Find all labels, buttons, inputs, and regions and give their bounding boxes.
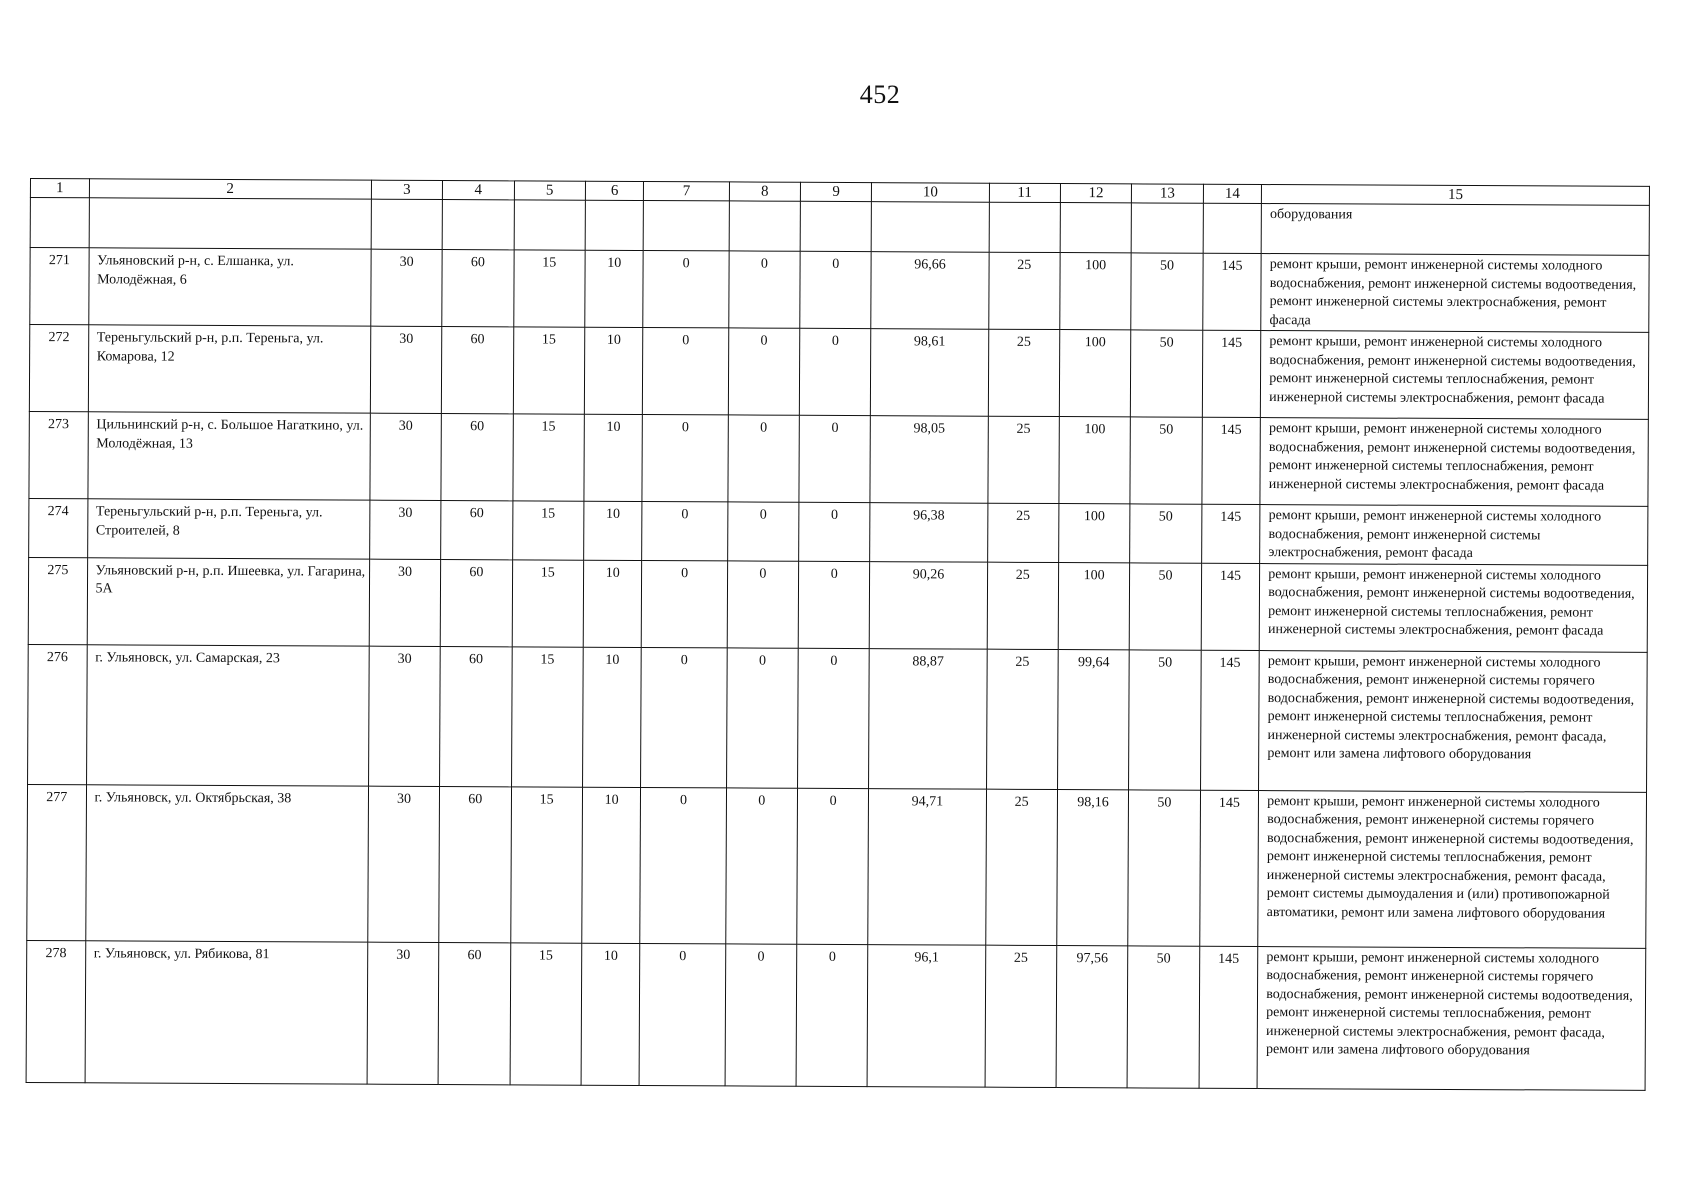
col5-cell: 15 — [510, 942, 582, 1084]
col5-cell: 15 — [511, 646, 583, 786]
col9-cell: 0 — [799, 415, 871, 502]
address-cell: г. Ульяновск, ул. Октябрьская, 38 — [85, 784, 368, 941]
row-number: 278 — [26, 940, 85, 1082]
row-number: 277 — [27, 784, 86, 940]
col6-cell: 10 — [584, 501, 643, 560]
col4-cell: 60 — [440, 646, 512, 786]
continuation-row — [30, 198, 1649, 256]
col3-cell: 30 — [367, 942, 439, 1084]
col8-cell: 0 — [728, 328, 800, 415]
col14-cell: 145 — [1202, 417, 1261, 504]
col9-cell: 0 — [798, 648, 870, 788]
col13-cell: 50 — [1127, 945, 1199, 1087]
repair-program-table — [26, 178, 1650, 1090]
col4-cell: 60 — [442, 327, 514, 414]
table-row — [28, 644, 1648, 792]
address-cell: Тереньгульский р-н, р.п. Тереньга, ул. Комарова, 12 — [88, 325, 371, 413]
address-cell: Ульяновский р-н, с. Елшанка, ул. Молодёжная, 6 — [88, 248, 371, 326]
table-row — [29, 498, 1648, 564]
works-cell: ремонт крыши, ремонт инженерной системы холодного водоснабжения, ремонт инженерной системы горячего водоснабжения, ремонт инженерной системы водоотведения, ремонт инженерной системы теплоснабжения, ремонт инженерной системы электроснабжения, ремонт фасада, ремонт системы дымоудаления и (или) противопожарной автоматики, ремонт или замена лифтового оборудования — [1258, 790, 1647, 948]
col12-cell: 100 — [1059, 504, 1131, 563]
col11-cell: 25 — [987, 562, 1059, 649]
col13-cell: 50 — [1130, 504, 1202, 563]
col5-cell: 15 — [513, 250, 585, 327]
col6-cell: 10 — [582, 647, 641, 787]
table-row — [29, 325, 1648, 420]
col8-cell: 0 — [725, 787, 797, 943]
column-header: 5 — [514, 181, 585, 200]
continuation-text: оборудования — [1261, 204, 1649, 256]
column-header: 8 — [729, 182, 800, 201]
works-cell: ремонт крыши, ремонт инженерной системы холодного водоснабжения, ремонт инженерной системы горячего водоснабжения, ремонт инженерной системы водоотведения, ремонт инженерной системы теплоснабжения, ремонт инженерной системы электроснабжения, ремонт фасада, ремонт или замена лифтового оборудования — [1257, 946, 1645, 1090]
works-cell: ремонт крыши, ремонт инженерной системы холодного водоснабжения, ремонт инженерной системы горячего водоснабжения, ремонт инженерной системы водоотведения, ремонт инженерной системы теплоснабжения, ремонт инженерной системы электроснабжения, ремонт фасада, ремонт или замена лифтового оборудования — [1259, 650, 1647, 792]
col12-cell: 100 — [1060, 253, 1132, 330]
col13-cell: 50 — [1131, 253, 1203, 330]
column-header: 3 — [371, 180, 442, 199]
col5-cell: 15 — [512, 414, 584, 501]
col11-cell: 25 — [985, 789, 1057, 945]
col7-cell: 0 — [640, 787, 726, 943]
col10-cell: 98,61 — [871, 329, 989, 417]
col14-cell: 145 — [1200, 650, 1259, 790]
address-cell: Тереньгульский р-н, р.п. Тереньга, ул. Строителей, 8 — [87, 499, 370, 559]
works-cell: ремонт крыши, ремонт инженерной системы холодного водоснабжения, ремонт инженерной системы водоотведения, ремонт инженерной системы электроснабжения, ремонт фасада — [1261, 254, 1649, 333]
row-number: 273 — [29, 411, 88, 498]
col7-cell: 0 — [642, 501, 727, 560]
col9-cell: 0 — [800, 251, 872, 328]
col3-cell: 30 — [369, 559, 441, 646]
col12-cell: 100 — [1059, 330, 1131, 417]
column-header: 11 — [989, 183, 1060, 202]
table-row — [27, 784, 1647, 948]
col10-cell: 96,66 — [871, 252, 989, 330]
address-cell: Ульяновский р-н, р.п. Ишеевка, ул. Гагарина, 5А — [87, 557, 370, 645]
col8-cell: 0 — [727, 502, 799, 561]
column-header: 9 — [800, 182, 871, 201]
col14-cell: 145 — [1201, 504, 1260, 563]
col10-cell: 98,05 — [870, 416, 988, 504]
col12-cell: 97,56 — [1056, 945, 1128, 1087]
col10-cell: 90,26 — [870, 561, 988, 649]
col3-cell: 30 — [369, 500, 441, 559]
col11-cell: 25 — [985, 945, 1057, 1087]
col3-cell: 30 — [371, 249, 443, 326]
col13-cell: 50 — [1130, 417, 1202, 504]
column-header: 7 — [644, 182, 729, 201]
col13-cell: 50 — [1129, 562, 1201, 649]
col12-cell: 100 — [1059, 417, 1131, 504]
column-header: 1 — [30, 179, 89, 198]
col3-cell: 30 — [370, 326, 442, 413]
column-header: 6 — [585, 181, 644, 200]
col12-cell: 100 — [1058, 562, 1130, 649]
row-number: 276 — [28, 644, 87, 784]
col14-cell: 145 — [1202, 253, 1261, 330]
col4-cell: 60 — [438, 942, 510, 1084]
column-header: 12 — [1060, 184, 1131, 203]
col13-cell: 50 — [1129, 649, 1201, 789]
col10-cell: 94,71 — [868, 788, 986, 945]
col11-cell: 25 — [987, 416, 1059, 503]
col14-cell: 145 — [1201, 563, 1260, 650]
works-cell: ремонт крыши, ремонт инженерной системы холодного водоснабжения, ремонт инженерной системы водоотведения, ремонт инженерной системы теплоснабжения, ремонт инженерной системы электроснабжения, ремонт фасада — [1259, 563, 1647, 652]
col12-cell: 98,16 — [1057, 789, 1129, 945]
table-row — [28, 557, 1647, 652]
col14-cell: 145 — [1199, 790, 1258, 946]
col8-cell: 0 — [725, 943, 797, 1085]
col14-cell: 145 — [1199, 946, 1258, 1088]
column-header: 2 — [89, 179, 371, 199]
works-cell: ремонт крыши, ремонт инженерной системы холодного водоснабжения, ремонт инженерной системы водоотведения, ремонт инженерной системы теплоснабжения, ремонт инженерной системы электроснабжения, ремонт фасада — [1261, 331, 1649, 420]
col5-cell: 15 — [510, 786, 582, 942]
col9-cell: 0 — [798, 561, 870, 648]
col4-cell: 60 — [440, 559, 512, 646]
col11-cell: 25 — [988, 252, 1060, 329]
col13-cell: 50 — [1128, 789, 1200, 945]
col3-cell: 30 — [368, 646, 440, 786]
col9-cell: 0 — [796, 944, 868, 1086]
col6-cell: 10 — [582, 787, 641, 943]
col3-cell: 30 — [368, 786, 440, 942]
row-number: 271 — [30, 248, 89, 325]
address-cell: г. Ульяновск, ул. Рябикова, 81 — [85, 940, 368, 1083]
col5-cell: 15 — [513, 327, 585, 414]
column-header: 4 — [443, 181, 514, 200]
col10-cell: 96,38 — [870, 503, 987, 562]
col9-cell: 0 — [799, 502, 871, 561]
column-header: 15 — [1262, 185, 1650, 206]
col6-cell: 10 — [585, 250, 644, 327]
col9-cell: 0 — [799, 328, 871, 415]
row-number: 275 — [28, 557, 87, 644]
col5-cell: 15 — [512, 501, 584, 560]
col4-cell: 60 — [442, 250, 514, 327]
works-cell: ремонт крыши, ремонт инженерной системы холодного водоснабжения, ремонт инженерной системы электроснабжения, ремонт фасада — [1260, 505, 1648, 565]
page-number: 452 — [859, 80, 901, 109]
row-number: 272 — [29, 325, 88, 412]
row-number: 274 — [29, 498, 88, 557]
address-cell: Цильнинский р-н, с. Большое Нагаткино, ул. Молодёжная, 13 — [88, 412, 371, 500]
table-row — [26, 940, 1646, 1090]
col4-cell: 60 — [441, 501, 513, 560]
table-row — [30, 248, 1649, 333]
col11-cell: 25 — [986, 649, 1058, 789]
column-header: 13 — [1132, 184, 1203, 203]
col6-cell: 10 — [584, 414, 643, 501]
col8-cell: 0 — [727, 560, 799, 647]
col8-cell: 0 — [726, 647, 798, 787]
col6-cell: 10 — [581, 943, 640, 1085]
col11-cell: 25 — [987, 503, 1059, 562]
col13-cell: 50 — [1131, 330, 1203, 417]
table-row — [29, 411, 1648, 506]
col12-cell: 99,64 — [1057, 649, 1129, 789]
col7-cell: 0 — [642, 414, 728, 501]
col8-cell: 0 — [728, 415, 800, 502]
column-header: 10 — [872, 183, 989, 203]
col7-cell: 0 — [643, 250, 729, 327]
col4-cell: 60 — [439, 786, 511, 942]
col3-cell: 30 — [370, 413, 442, 500]
col10-cell: 88,87 — [869, 648, 987, 789]
col5-cell: 15 — [512, 559, 584, 646]
col6-cell: 10 — [584, 327, 643, 414]
col8-cell: 0 — [728, 251, 800, 328]
col7-cell: 0 — [641, 647, 727, 787]
col9-cell: 0 — [797, 788, 869, 944]
col7-cell: 0 — [642, 560, 728, 647]
column-header: 14 — [1203, 184, 1262, 203]
col7-cell: 0 — [643, 327, 729, 414]
col6-cell: 10 — [583, 560, 642, 647]
col10-cell: 96,1 — [867, 944, 985, 1087]
col7-cell: 0 — [640, 943, 726, 1085]
col14-cell: 145 — [1202, 330, 1261, 417]
col11-cell: 25 — [988, 329, 1060, 416]
works-cell: ремонт крыши, ремонт инженерной системы холодного водоснабжения, ремонт инженерной системы водоотведения, ремонт инженерной системы теплоснабжения, ремонт инженерной системы электроснабжения, ремонт фасада — [1260, 418, 1648, 507]
col4-cell: 60 — [441, 414, 513, 501]
address-cell: г. Ульяновск, ул. Самарская, 23 — [86, 644, 369, 785]
